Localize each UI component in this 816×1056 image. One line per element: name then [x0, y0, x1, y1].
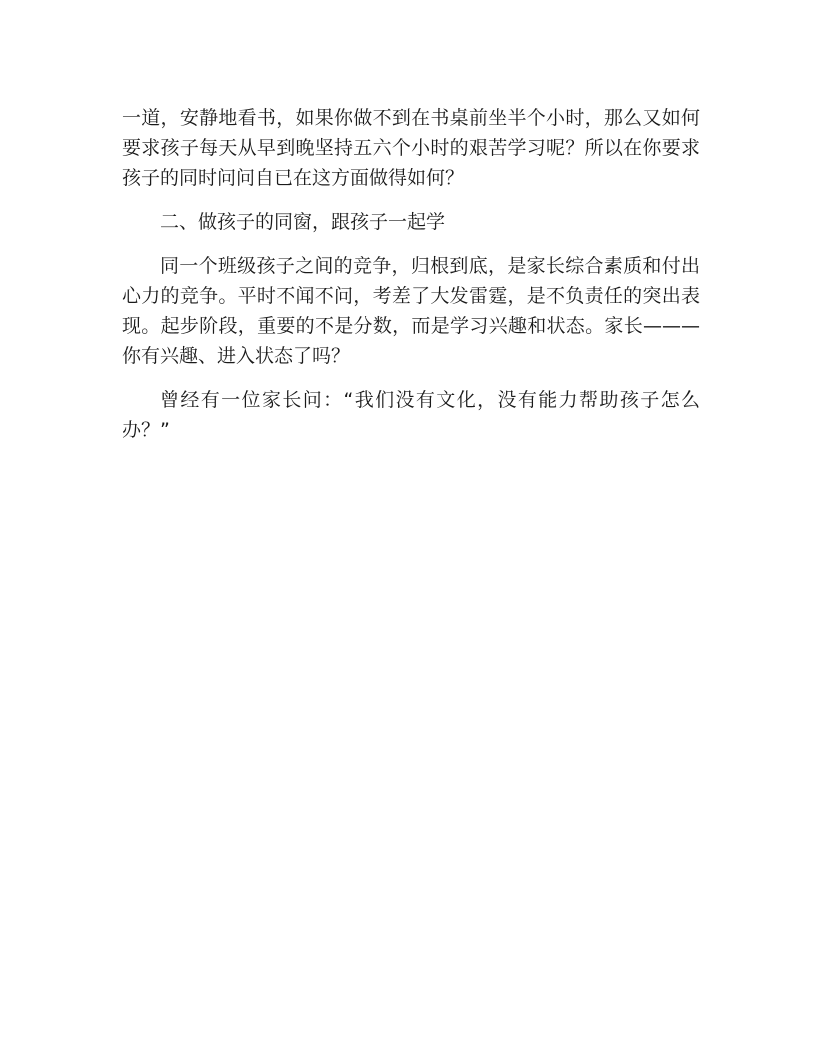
paragraph-parent-question: 曾经有一位家长问：“我们没有文化，没有能力帮助孩子怎么办？”: [122, 389, 700, 441]
document-body: [122, 103, 700, 459]
section-heading: 二、做孩子的同窗，跟孩子一起学: [160, 211, 446, 233]
paragraph-continuation: 一道，安静地看书，如果你做不到在书桌前坐半个小时，那么又如何要求孩子每天从早到晚坚持五六个小时的艰苦学习呢？所以在你要求孩子的同时问问自已在这方面做得如何？: [122, 107, 700, 189]
paragraph-competition: 同一个班级孩子之间的竞争，归根到底，是家长综合素质和付出心力的竞争。平时不闻不问，考差了大发雷霆，是不负责任的突出表现。起步阶段，重要的不是分数，而是学习兴趣和状态。家长———你有兴趣、进入状态了吗？: [122, 255, 700, 367]
